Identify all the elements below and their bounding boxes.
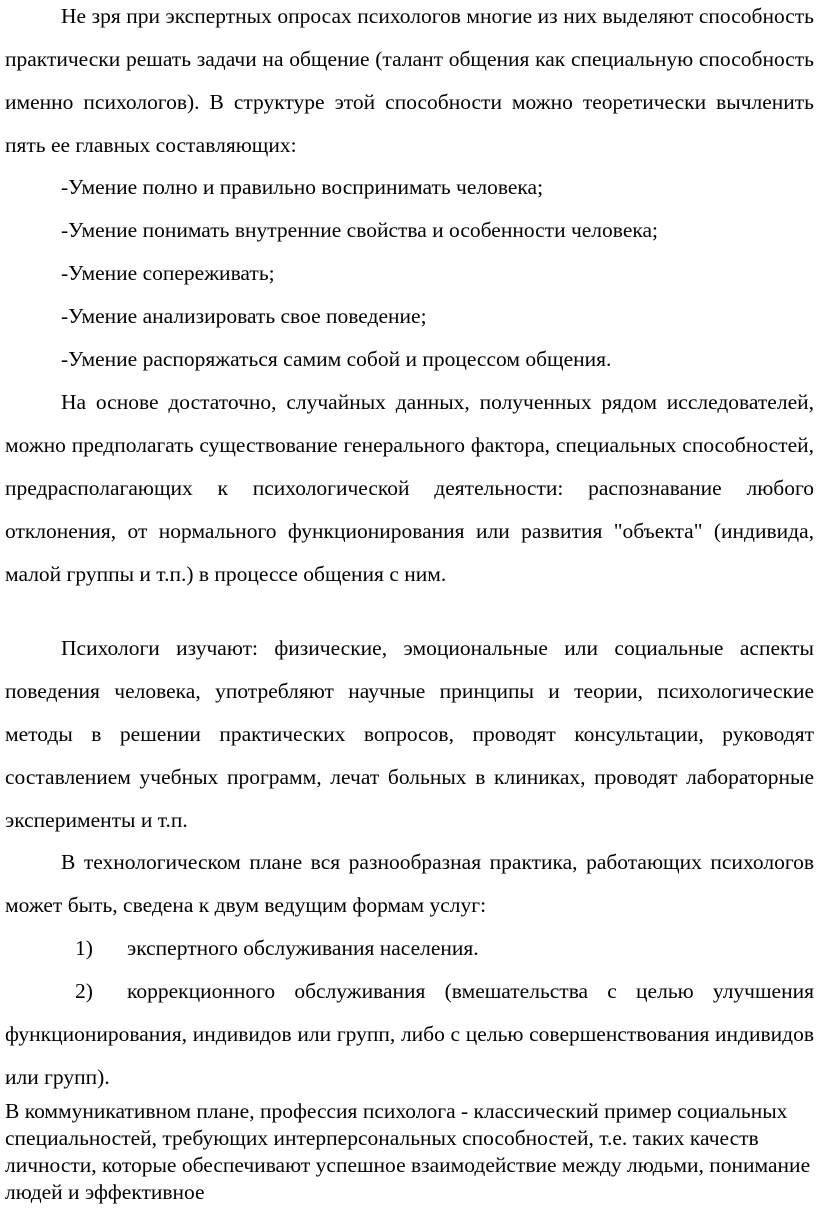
list-item: -Умение полно и правильно воспринимать человека;	[61, 175, 544, 199]
item-text: коррекционного обслуживания (вмешательства с целью улучшения функционирования, индивидов или групп, либо с целью совершенствования индивидов или групп).	[5, 979, 814, 1089]
numbered-item-1	[5, 927, 814, 970]
list-item: -Умение понимать внутренние свойства и особенности человека;	[61, 218, 658, 242]
item-number: 1)	[75, 936, 93, 960]
list-item: -Умение сопереживать;	[61, 261, 275, 285]
numbered-item-2	[5, 970, 814, 1099]
paragraph-psychologists-study: Психологи изучают: физические, эмоциональные или социальные аспекты поведения человека, употребляют научные принципы и теории, психологические методы в решении практических вопросов, проводят консультации, руководят составлением учебных программ, лечат больных в клиниках, проводят лабораторные эксперименты и т.п.	[5, 636, 814, 832]
item-text: экспертного обслуживания населения.	[127, 936, 479, 960]
paragraph-technological-plan: В технологическом плане вся разнообразная практика, работающих психологов может быть, сведена к двум ведущим формам услуг:	[5, 850, 814, 917]
paragraph-general-factor: На основе достаточно, случайных данных, полученных рядом исследователей, можно предполагать существование генерального фактора, специальных способностей, предрасполагающих к психологической деятельности: распознавание любого отклонения, от нормального функционирования или развития "объекта" (индивида, малой группы и т.п.) в процессе общения с ним.	[5, 390, 814, 586]
list-item: -Умение анализировать свое поведение;	[61, 304, 427, 328]
list-item: -Умение распоряжаться самим собой и процессом общения.	[61, 347, 612, 371]
paragraph-communicative-plan: В коммуникативном плане, профессия психолога - классический пример социальных специальностей, требующих интерперсональных способностей, т.е. таких качеств личности, которые обеспечивают успешное взаимодействие между людьми, понимание людей и эффективное	[5, 1099, 811, 1204]
paragraph-intro: Не зря при экспертных опросах психологов многие из них выделяют способность практически решать задачи на общение (талант общения как специальную способность именно психологов). В структуре этой способности можно теоретически вычленить пять ее главных составляющих:	[5, 4, 814, 157]
item-number: 2)	[75, 979, 93, 1003]
